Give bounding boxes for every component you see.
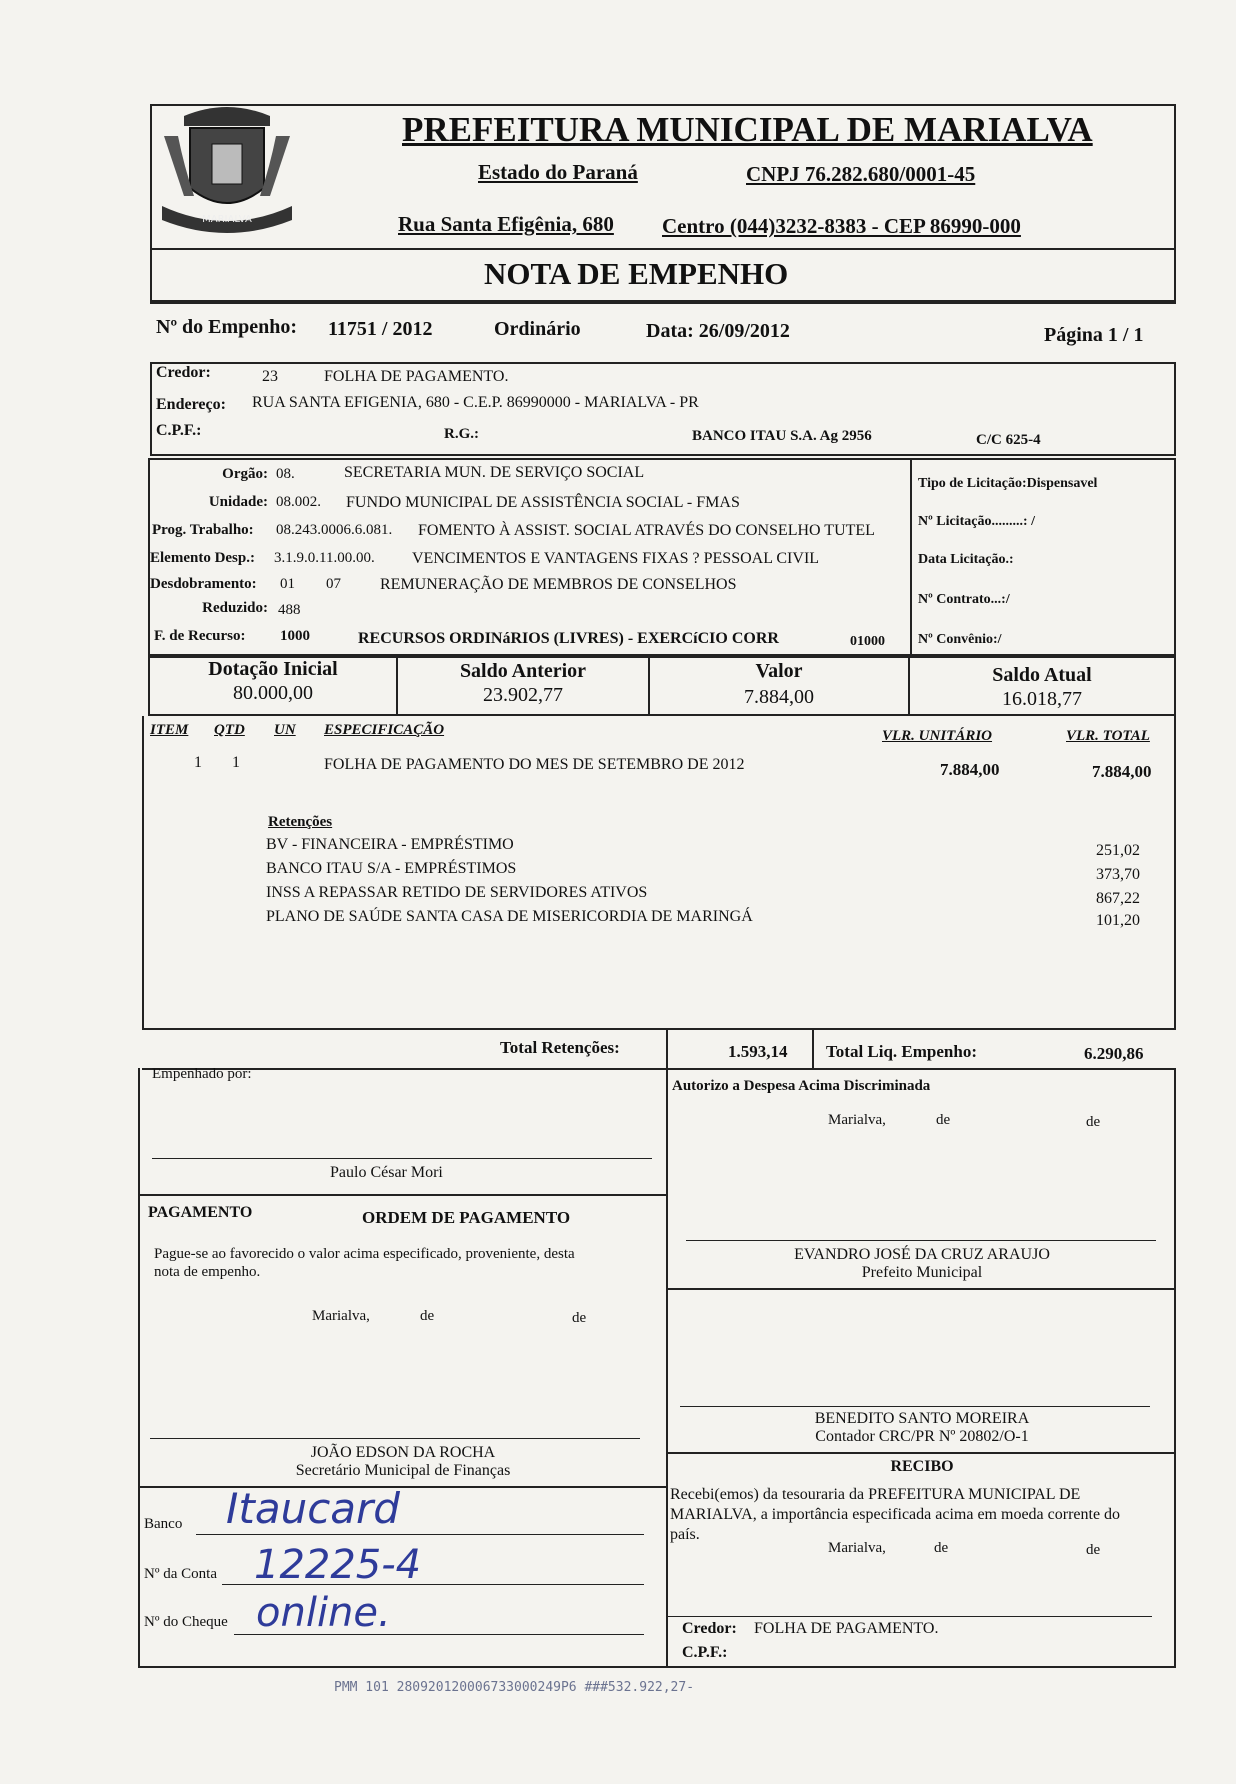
retencao-desc: BANCO ITAU S/A - EMPRÉSTIMOS: [266, 860, 517, 877]
col-especificacao: ESPECIFICAÇÃO: [324, 722, 445, 738]
total-retencoes-label: Total Retenções:: [500, 1038, 620, 1057]
conta-handwritten: 12225-4: [254, 1542, 422, 1588]
rg-label: R.G.:: [444, 426, 479, 442]
elemento-label: Elemento Desp.:: [150, 550, 255, 566]
empenhado-label: Empenhado por:: [152, 1066, 252, 1082]
pagamento-de-1: de: [420, 1308, 435, 1324]
elemento-name: VENCIMENTOS E VANTAGENS FIXAS ? PESSOAL CIVIL: [412, 550, 820, 567]
desdobramento-name: REMUNERAÇÃO DE MEMBROS DE CONSELHOS: [380, 576, 737, 593]
retencao-value: 867,22: [1096, 890, 1140, 907]
item-especificacao: FOLHA DE PAGAMENTO DO MES DE SETEMBRO DE 2012: [324, 756, 745, 773]
banco-label: Banco: [144, 1516, 183, 1532]
secretario-role: Secretário Municipal de Finanças: [295, 1462, 511, 1479]
empenhado-name: Paulo César Mori: [330, 1164, 443, 1181]
recibo-line-3: país.: [670, 1526, 700, 1543]
prog-code: 08.243.0006.6.081.: [276, 522, 393, 538]
retencao-desc: PLANO DE SAÚDE SANTA CASA DE MISERICORDIA DE MARINGÁ: [266, 908, 753, 925]
account-info: C/C 625-4: [976, 432, 1041, 448]
total-retencoes-value: 1.593,14: [728, 1042, 788, 1061]
svg-text:MARIALVA: MARIALVA: [202, 214, 252, 225]
contrato-numero: Nº Contrato...:/: [918, 592, 1010, 607]
reduzido-code: 488: [278, 602, 301, 618]
credor-code: 23: [262, 368, 278, 385]
pagamento-text-2: nota de empenho.: [154, 1264, 261, 1280]
saldo-anterior-value: 23.902,77: [483, 684, 563, 706]
page-number: Página 1 / 1: [1044, 324, 1144, 346]
prog-label: Prog. Trabalho:: [152, 522, 254, 538]
cheque-handwritten: online.: [256, 1590, 391, 1636]
autorizo-de-1: de: [936, 1112, 951, 1128]
recibo-cpf-label: C.P.F.:: [682, 1644, 728, 1661]
title-divider: [150, 300, 1176, 302]
budget-divider: [910, 458, 912, 656]
fonte-sub: 01000: [850, 634, 885, 649]
prefeito-signature-line: [686, 1240, 1156, 1241]
item-qtd: 1: [232, 754, 240, 771]
pagamento-label: PAGAMENTO: [148, 1204, 253, 1221]
item-number: 1: [194, 754, 202, 771]
municipal-crest-icon: [154, 96, 300, 246]
col-qtd: QTD: [214, 722, 245, 738]
banco-handwritten: Itaucard: [226, 1484, 400, 1533]
orgao-label: Orgão:: [222, 466, 268, 482]
credor-label: Credor:: [156, 364, 211, 381]
fonte-code: 1000: [280, 628, 310, 644]
pagamento-text-1: Pague-se ao favorecido o valor acima especificado, proveniente, desta: [154, 1246, 575, 1262]
desdobramento-sub: 07: [326, 576, 341, 592]
valor-label: Valor: [755, 660, 803, 682]
retencao-desc: BV - FINANCEIRA - EMPRÉSTIMO: [266, 836, 514, 853]
saldo-atual-label: Saldo Atual: [992, 664, 1092, 686]
total-liquido-label: Total Liq. Empenho:: [826, 1042, 977, 1061]
header-divider: [150, 248, 1176, 250]
ordem-pagamento-title: ORDEM DE PAGAMENTO: [362, 1208, 571, 1227]
contador-role: Contador CRC/PR Nº 20802/O-1: [815, 1428, 1029, 1445]
unidade-code: 08.002.: [276, 494, 321, 510]
orgao-code: 08.: [276, 466, 295, 482]
state-label: Estado do Paraná: [478, 160, 638, 184]
credor-name: FOLHA DE PAGAMENTO.: [324, 368, 509, 385]
recibo-signature-line: [668, 1616, 1152, 1617]
empenho-type: Ordinário: [494, 318, 581, 340]
recibo-line-2: MARIALVA, a importância especificada acima em moeda corrente do: [670, 1506, 1121, 1523]
item-vlr-unitario: 7.884,00: [940, 760, 1000, 779]
document-title: NOTA DE EMPENHO: [484, 256, 789, 291]
cpf-label: C.P.F.:: [156, 422, 202, 439]
total-liquido-value: 6.290,86: [1084, 1044, 1144, 1063]
valor-value: 7.884,00: [744, 686, 814, 708]
recibo-title: RECIBO: [890, 1458, 954, 1475]
secretario-name: JOÃO EDSON DA ROCHA: [310, 1444, 496, 1461]
empenho-number-label: Nº do Empenho:: [156, 316, 298, 338]
recibo-place: Marialva,: [828, 1540, 886, 1556]
address-label: Endereço:: [156, 396, 226, 413]
empenho-number: 11751 / 2012: [328, 318, 433, 340]
banco-line: [196, 1534, 644, 1535]
retencoes-title: Retenções: [268, 814, 333, 830]
retencao-value: 251,02: [1096, 842, 1140, 859]
recibo-de-2: de: [1086, 1542, 1101, 1558]
autorizo-label: Autorizo a Despesa Acima Discriminada: [672, 1078, 931, 1094]
prog-name: FOMENTO À ASSIST. SOCIAL ATRAVÉS DO CONSELHO TUTEL: [418, 522, 875, 539]
prefeito-bottom: [668, 1288, 1176, 1290]
cheque-label: Nº do Cheque: [144, 1614, 228, 1630]
contact-label: Centro (044)3232-8383 - CEP 86990-000: [662, 214, 1021, 238]
ret-divider-2: [812, 1030, 814, 1068]
col-un: UN: [274, 722, 296, 738]
autorizo-de-2: de: [1086, 1114, 1101, 1130]
col-vlr-unitario: VLR. UNITÁRIO: [882, 728, 993, 744]
secretario-signature-line: [150, 1438, 640, 1439]
bank-info: BANCO ITAU S.A. Ag 2956: [692, 428, 872, 444]
item-vlr-total: 7.884,00: [1092, 762, 1152, 781]
totals-ret-top: [142, 1028, 1176, 1030]
page-title: PREFEITURA MUNICIPAL DE MARIALVA: [402, 110, 1093, 149]
desdobramento-code: 01: [280, 576, 295, 592]
dotacao-label: Dotação Inicial: [208, 658, 338, 680]
col-vlr-total: VLR. TOTAL: [1066, 728, 1150, 744]
licitacao-tipo: Tipo de Licitação:Dispensavel: [918, 476, 1098, 491]
reduzido-label: Reduzido:: [202, 600, 268, 616]
fonte-name: RECURSOS ORDINáRIOS (LIVRES) - EXERCíCIO CORR: [358, 630, 779, 647]
elemento-code: 3.1.9.0.11.00.00.: [274, 550, 375, 566]
licitacao-numero: Nº Licitação.........: /: [918, 514, 1035, 529]
fonte-label: F. de Recurso:: [154, 628, 246, 644]
autorizo-place: Marialva,: [828, 1112, 886, 1128]
contador-name: BENEDITO SANTO MOREIRA: [814, 1410, 1030, 1427]
convenio-numero: Nº Convênio:/: [918, 632, 1002, 647]
saldo-atual-value: 16.018,77: [1002, 688, 1082, 710]
ret-divider-1: [666, 1028, 668, 1070]
cnpj-label: CNPJ 76.282.680/0001-45: [746, 162, 976, 186]
retencao-desc: INSS A REPASSAR RETIDO DE SERVIDORES ATIVOS: [266, 884, 648, 901]
secretario-bottom: [140, 1486, 666, 1488]
street-label: Rua Santa Efigênia, 680: [398, 212, 614, 236]
credor-address: RUA SANTA EFIGENIA, 680 - C.E.P. 86990000 - MARIALVA - PR: [252, 394, 699, 411]
licitacao-data: Data Licitação.:: [918, 552, 1014, 567]
pagamento-de-2: de: [572, 1310, 587, 1326]
empenhado-bottom: [140, 1194, 666, 1196]
saldo-anterior-label: Saldo Anterior: [459, 660, 587, 682]
recibo-de-1: de: [934, 1540, 949, 1556]
orgao-name: SECRETARIA MUN. DE SERVIÇO SOCIAL: [344, 464, 645, 481]
contador-bottom: [668, 1452, 1176, 1454]
desdobramento-label: Desdobramento:: [150, 576, 257, 592]
unidade-name: FUNDO MUNICIPAL DE ASSISTÊNCIA SOCIAL - FMAS: [346, 494, 740, 511]
empenhado-signature-line: [152, 1158, 652, 1159]
col-item: ITEM: [150, 722, 189, 738]
pagamento-place: Marialva,: [312, 1308, 370, 1324]
empenho-date: Data: 26/09/2012: [646, 320, 790, 342]
prefeito-role: Prefeito Municipal: [861, 1264, 983, 1281]
contador-signature-line: [680, 1406, 1150, 1407]
recibo-line-1: Recebi(emos) da tesouraria da PREFEITURA MUNICIPAL DE: [670, 1486, 1081, 1503]
recibo-credor-label: Credor:: [682, 1620, 737, 1637]
conta-label: Nº da Conta: [144, 1566, 217, 1582]
lower-center-divider: [666, 1068, 668, 1668]
unidade-label: Unidade:: [208, 494, 268, 510]
retencao-value: 373,70: [1096, 866, 1140, 883]
validation-stamp: PMM 101 280920120006733000249P6 ###532.922,27-: [334, 1680, 695, 1695]
retencao-value: 101,20: [1096, 912, 1140, 929]
prefeito-name: EVANDRO JOSÉ DA CRUZ ARAUJO: [794, 1246, 1050, 1263]
dotacao-value: 80.000,00: [233, 682, 313, 704]
recibo-credor-name: FOLHA DE PAGAMENTO.: [754, 1620, 939, 1637]
